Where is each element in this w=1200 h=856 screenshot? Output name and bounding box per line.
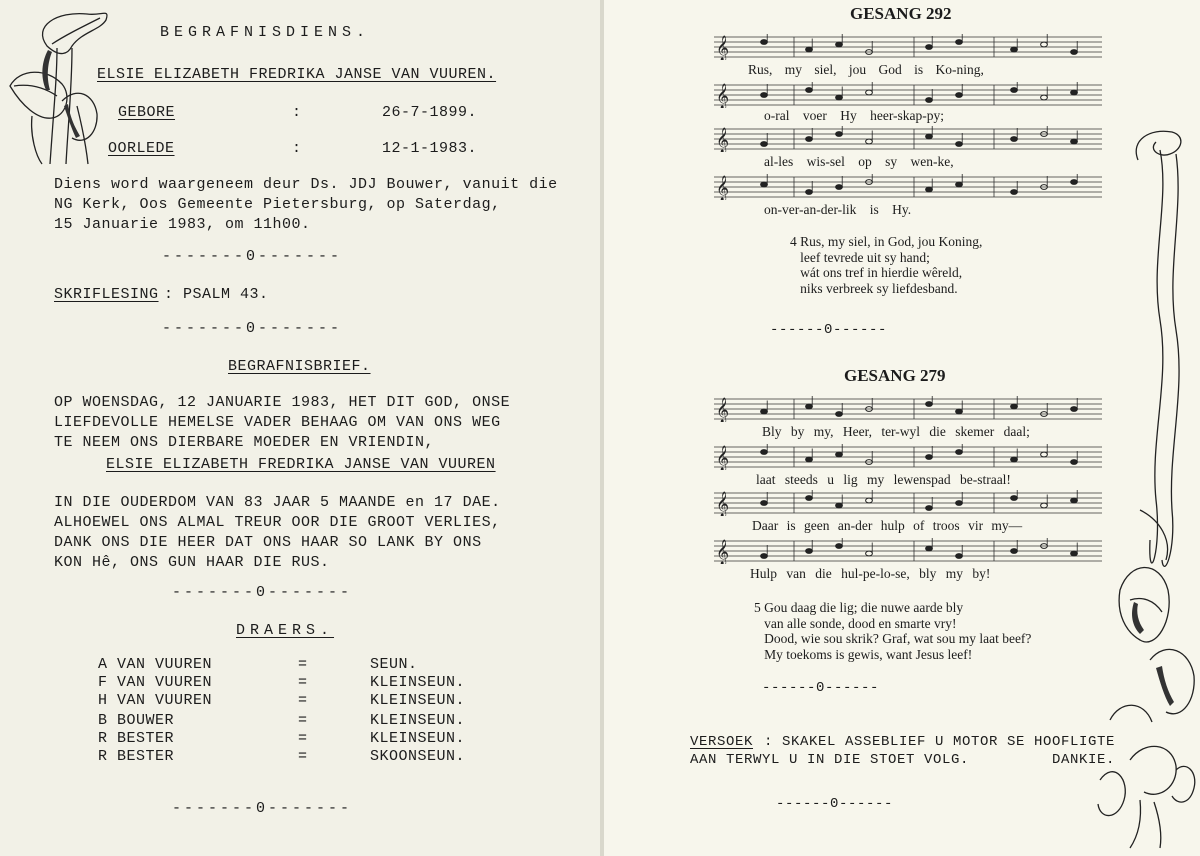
born-label: GEBORE [118,104,176,121]
bearer-equals: = [298,674,308,691]
ribbon-lily-decoration [1090,120,1200,850]
service-title: BEGRAFNISDIENS. [160,24,371,41]
bearer-equals: = [298,712,308,729]
deceased-name: ELSIE ELIZABETH FREDRIKA JANSE VAN VUUREN. [97,66,497,83]
service-line: Diens word waargeneem deur Ds. JDJ Bouwer, vanuit die [54,176,558,193]
service-line: 15 Januarie 1983, om 11h00. [54,216,311,233]
service-line: NG Kerk, Oos Gemeente Pietersburg, op Saterdag, [54,196,501,213]
bearer-name: F VAN VUUREN [98,674,213,691]
bearer-equals: = [298,692,308,709]
hymn-lyric-line: al-les wis-sel op sy wen-ke, [764,154,954,169]
hymn-lyric-line: on-ver-an-der-lik is Hy. [764,202,912,217]
svg-text:𝄞: 𝄞 [716,177,730,200]
born-colon: : [292,104,302,121]
letter-title: BEGRAFNISBRIEF. [228,358,371,375]
bearer-equals: = [298,748,308,765]
died-label: OORLEDE [108,140,175,157]
separator: -------0------- [172,800,353,817]
separator: -------0------- [162,320,343,337]
letter-line: TE NEEM ONS DIERBARE MOEDER EN VRIENDIN, [54,434,435,451]
hymn-lyric-line: Rus, my siel, jou God is Ko-ning, [748,62,984,77]
age-line: DANK ONS DIE HEER DAT ONS HAAR SO LANK BY ONS [54,534,482,551]
svg-text:𝄞: 𝄞 [716,541,730,564]
hymn-279-title: GESANG 279 [844,366,946,385]
music-staff [714,538,1102,564]
bearer-name: A VAN VUUREN [98,656,213,673]
request-line: : SKAKEL ASSEBLIEF U MOTOR SE HOOFLIGTE [764,734,1116,750]
hymn-lyric-line: laat steeds u lig my lewenspad be-straal! [756,472,1011,487]
bearer-relation: SEUN. [370,656,418,673]
scripture-label: SKRIFLESING [54,286,159,303]
hymn-lyric-line: o-ral voer Hy heer-skap-py; [764,108,945,123]
music-staff [714,34,1102,60]
age-line: ALHOEWEL ONS ALMAL TREUR OOR DIE GROOT VERLIES, [54,514,501,531]
bearer-relation: KLEINSEUN. [370,692,466,709]
died-date: 12-1-1983. [382,140,478,157]
bearers-title: DRAERS. [236,622,335,639]
separator: ------0------ [776,796,894,812]
scripture-value: : PSALM 43. [164,286,269,303]
letter-line: LIEFDEVOLLE HEMELSE VADER BEHAAG OM VAN ONS WEG [54,414,501,431]
bearer-name: R BESTER [98,730,175,747]
hymn-lyric-line: Daar is geen an-der hulp of troos vir my— [752,518,1023,533]
music-staff [714,174,1102,200]
bearer-equals: = [298,730,308,747]
hymn-292-title: GESANG 292 [850,4,952,23]
svg-text:𝄞: 𝄞 [716,493,730,516]
bearer-relation: KLEINSEUN. [370,730,466,747]
hymn-292-verse-4: 4 Rus, my siel, in God, jou Koning, leef tevrede uit sy hand; wát ons tref in hierdie wêreld, niks verbreek sy liefdesband. [790,234,983,296]
hymn-lyric-line: Bly by my, Heer, ter-wyl die skemer daal; [762,424,1030,439]
letter-line: OP WOENSDAG, 12 JANUARIE 1983, HET DIT GOD, ONSE [54,394,511,411]
age-line: IN DIE OUDERDOM VAN 83 JAAR 5 MAANDE en 17 DAE. [54,494,501,511]
bearer-equals: = [298,656,308,673]
request-line: AAN TERWYL U IN DIE STOET VOLG. [690,752,970,768]
bearer-relation: KLEINSEUN. [370,674,466,691]
age-line: KON Hê, ONS GUN HAAR DIE RUS. [54,554,330,571]
music-staff [714,82,1102,108]
bearer-name: H VAN VUUREN [98,692,213,709]
request-label: VERSOEK [690,734,754,750]
separator: ------0------ [762,680,880,696]
music-staff [714,126,1102,152]
music-staff [714,490,1102,516]
svg-text:𝄞: 𝄞 [716,85,730,108]
bearer-name: B BOUWER [98,712,175,729]
died-colon: : [292,140,302,157]
hymn-279-verse-5: 5 Gou daag die lig; die nuwe aarde bly van alle sonde, dood en smarte vry! Dood, wie sou skrik? Graf, wat sou my laat beef? My toekoms is gewis, want Jesus leef! [754,600,1032,662]
bearer-relation: KLEINSEUN. [370,712,466,729]
separator: -------0------- [162,248,343,265]
thanks: DANKIE. [1052,752,1116,768]
svg-text:𝄞: 𝄞 [716,447,730,470]
svg-text:𝄞: 𝄞 [716,129,730,152]
separator: ------0------ [770,322,888,338]
svg-text:𝄞: 𝄞 [716,37,730,60]
svg-text:𝄞: 𝄞 [716,399,730,422]
music-staff [714,444,1102,470]
music-staff [714,396,1102,422]
bearer-relation: SKOONSEUN. [370,748,466,765]
bearer-name: R BESTER [98,748,175,765]
lily-flower-illustration [2,6,112,166]
separator: -------0------- [172,584,353,601]
born-date: 26-7-1899. [382,104,478,121]
letter-name: ELSIE ELIZABETH FREDRIKA JANSE VAN VUUREN [106,456,496,473]
hymn-lyric-line: Hulp van die hul-pe-lo-se, bly my by! [750,566,991,581]
